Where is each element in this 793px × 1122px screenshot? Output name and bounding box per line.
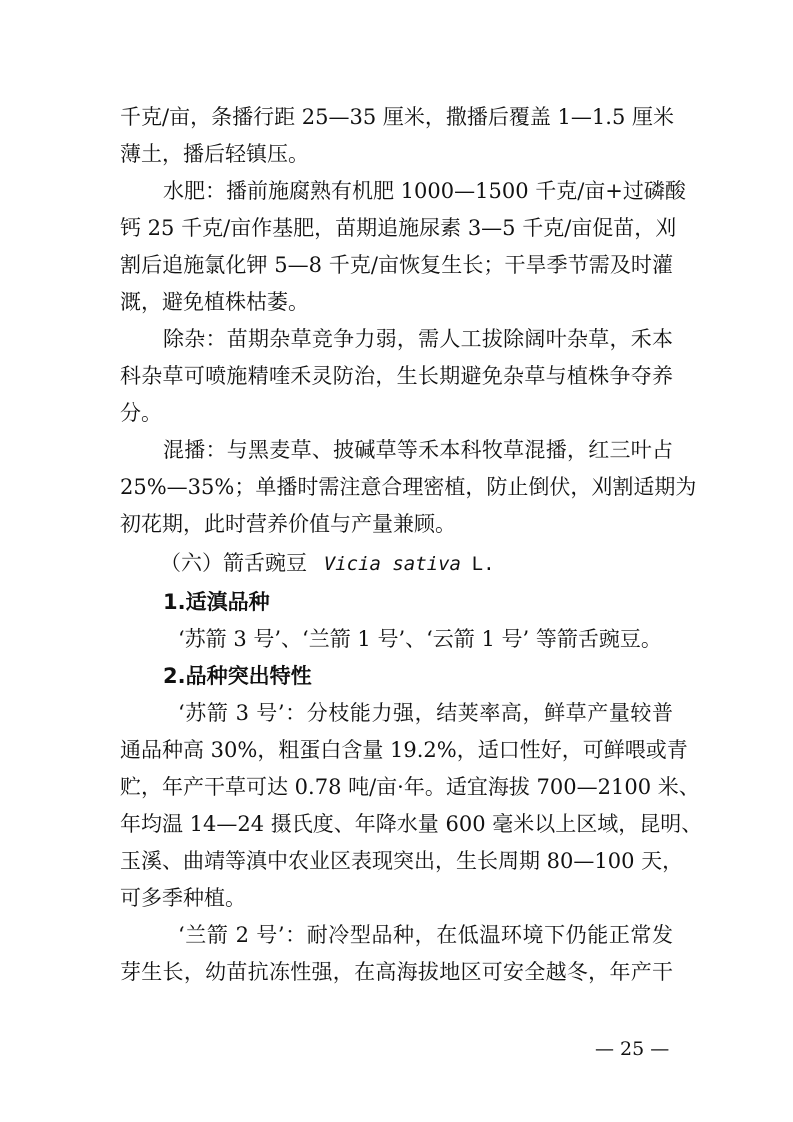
paragraph-lanjian2-first-line: ‘兰箭 2 号’：耐冷型品种，在低温环境下仍能正常发 xyxy=(178,923,673,947)
paragraph-fertilizer-first-line: 水肥：播前施腐熟有机肥 1000—1500 千克/亩+过磷酸 xyxy=(163,179,686,203)
body-text-line: 科杂草可喷施精喹禾灵防治，生长期避免杂草与植株争夺养 xyxy=(120,364,673,388)
section-heading-text: （六）箭舌豌豆 xyxy=(160,551,307,575)
body-text-line: 分。 xyxy=(120,401,162,425)
paragraph-mixed-sowing-first-line: 混播：与黑麦草、披碱草等禾本科牧草混播，红三叶占 xyxy=(163,438,673,462)
paragraph-sujian3-first-line: ‘苏箭 3 号’：分枝能力强，结荚率高，鲜草产量较普 xyxy=(178,701,673,725)
varieties-list-line: ‘苏箭 3 号’、‘兰箭 1 号’、‘云箭 1 号’ 等箭舌豌豆。 xyxy=(178,627,662,651)
body-text-line: 割后追施氯化钾 5—8 千克/亩恢复生长；干旱季节需及时灌 xyxy=(120,253,673,277)
latin-author: L. xyxy=(471,553,495,575)
body-text-line: 芽生长，幼苗抗冻性强，在高海拔地区可安全越冬，年产干 xyxy=(120,960,673,984)
paragraph-weeding-first-line: 除杂：苗期杂草竞争力弱，需人工拔除阔叶杂草，禾本 xyxy=(163,327,673,351)
body-text-line: 钙 25 千克/亩作基肥，苗期追施尿素 3—5 千克/亩促苗，刈 xyxy=(120,216,677,240)
body-text-line: 可多季种植。 xyxy=(120,886,246,910)
body-text-line: 千克/亩，条播行距 25—35 厘米，撒播后覆盖 1—1.5 厘米 xyxy=(120,105,674,129)
body-text-line: 初花期，此时营养价值与产量兼顾。 xyxy=(120,512,456,536)
body-text-line: 薄土，播后轻镇压。 xyxy=(120,142,309,166)
body-text-line: 年均温 14—24 摄氏度、年降水量 600 毫米以上区域，昆明、 xyxy=(120,812,703,836)
body-text-line: 通品种高 30%，粗蛋白含量 19.2%，适口性好，可鲜喂或青 xyxy=(120,738,688,762)
section-heading-vetch xyxy=(160,545,680,582)
body-text-line: 溉，避免植株枯萎。 xyxy=(120,290,309,314)
latin-name: Vicia sativa xyxy=(323,553,461,575)
subheading-traits: 2.品种突出特性 xyxy=(163,664,312,688)
body-text-line: 贮，年产干草可达 0.78 吨/亩·年。适宜海拔 700—2100 米、 xyxy=(120,775,700,799)
body-text-line: 25%—35%；单播时需注意合理密植，防止倒伏，刈割适期为 xyxy=(120,475,697,499)
body-text-line: 玉溪、曲靖等滇中农业区表现突出，生长周期 80—100 天， xyxy=(120,849,684,873)
page-number: — 25 — xyxy=(595,1038,670,1060)
subheading-varieties: 1.适滇品种 xyxy=(163,590,270,614)
